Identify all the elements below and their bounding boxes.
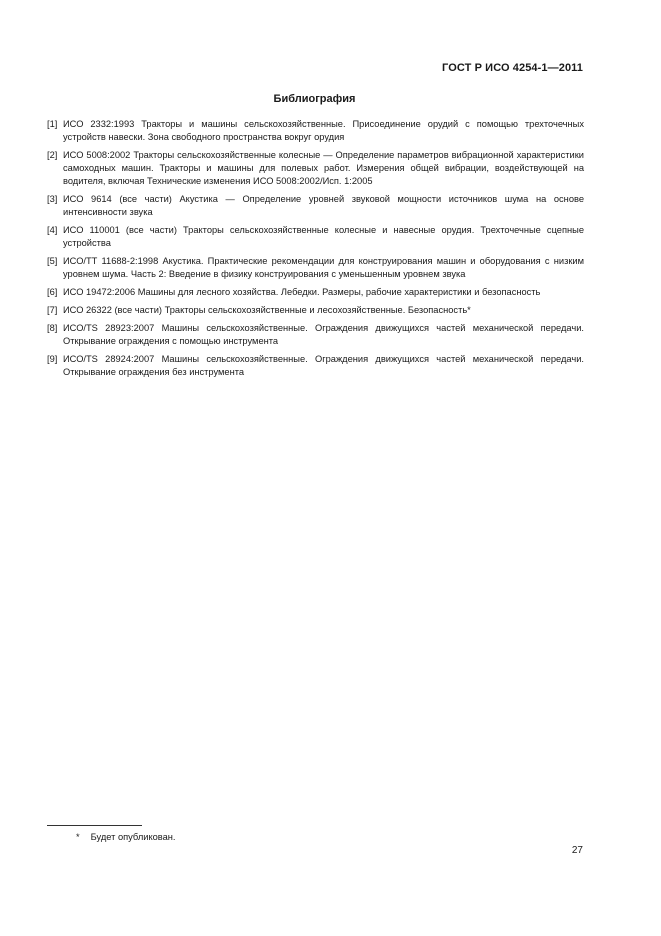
page-number: 27: [571, 845, 583, 856]
entry-text: ИСО/TS 28923:2007 Машины сельскохозяйственные. Ограждения движущихся частей механической передачи. Открывание ограждения с помощью инструмента: [63, 323, 584, 346]
entry-text: ИСО 19472:2006 Машины для лесного хозяйства. Лебедки. Размеры, рабочие характеристики и безопасность: [63, 287, 541, 297]
entry-number: [1]: [47, 119, 58, 129]
entry-text: ИСО 9614 (все части) Акустика — Определение уровней звуковой мощности источников шума на основе интенсивности звука: [63, 194, 584, 217]
footnote-text: Будет опубликован.: [90, 832, 176, 842]
bibliography-entry: [47, 255, 584, 281]
bibliography-title: Библиография: [273, 93, 356, 105]
entry-text: ИСО 5008:2002 Тракторы сельскохозяйственные колесные — Определение параметров вибрационной характеристики самоходных машин. Тракторы и машины для полевых работ. Измерения общей вибрации, воздействующей на водителя, включая Технические изменения ИСО 5008:2002/Исп. 1:2005: [63, 150, 584, 186]
entry-text: ИСО/ТТ 11688-2:1998 Акустика. Практические рекомендации для конструирования машин и оборудования с низким уровнем шума. Часть 2: Введение в физику конструирования с уменьшенным уровнем звука: [63, 256, 584, 279]
entry-number: [3]: [47, 194, 58, 204]
bibliography-entry: [47, 286, 584, 299]
entry-text: ИСО/TS 28924:2007 Машины сельскохозяйственные. Ограждения движущихся частей механической передачи. Открывание ограждения без инструмента: [63, 354, 584, 377]
document-standard-header: ГОСТ Р ИСО 4254-1—2011: [442, 62, 583, 74]
bibliography-list: [47, 118, 584, 384]
bibliography-entry: [47, 353, 584, 379]
entry-text: ИСО 2332:1993 Тракторы и машины сельскохозяйственные. Присоединение орудий с помощью трехточечных устройств навески. Зона свободного пространства вокруг орудия: [63, 119, 584, 142]
entry-text: ИСО 110001 (все части) Тракторы сельскохозяйственные колесные и навесные орудия. Трехточечные сцепные устройства: [63, 225, 584, 248]
entry-number: [8]: [47, 323, 58, 333]
entry-text: ИСО 26322 (все части) Тракторы сельскохозяйственные и лесохозяйственные. Безопасность*: [63, 305, 471, 315]
bibliography-entry: [47, 193, 584, 219]
bibliography-entry: [47, 304, 584, 317]
entry-number: [6]: [47, 287, 58, 297]
footnote: [76, 831, 176, 843]
footnote-mark: *: [76, 832, 80, 842]
bibliography-entry: [47, 224, 584, 250]
bibliography-entry: [47, 118, 584, 144]
entry-number: [2]: [47, 150, 58, 160]
entry-number: [9]: [47, 354, 58, 364]
entry-number: [5]: [47, 256, 58, 266]
bibliography-entry: [47, 322, 584, 348]
bibliography-entry: [47, 149, 584, 188]
footnote-divider: [47, 825, 142, 826]
entry-number: [4]: [47, 225, 58, 235]
entry-number: [7]: [47, 305, 58, 315]
